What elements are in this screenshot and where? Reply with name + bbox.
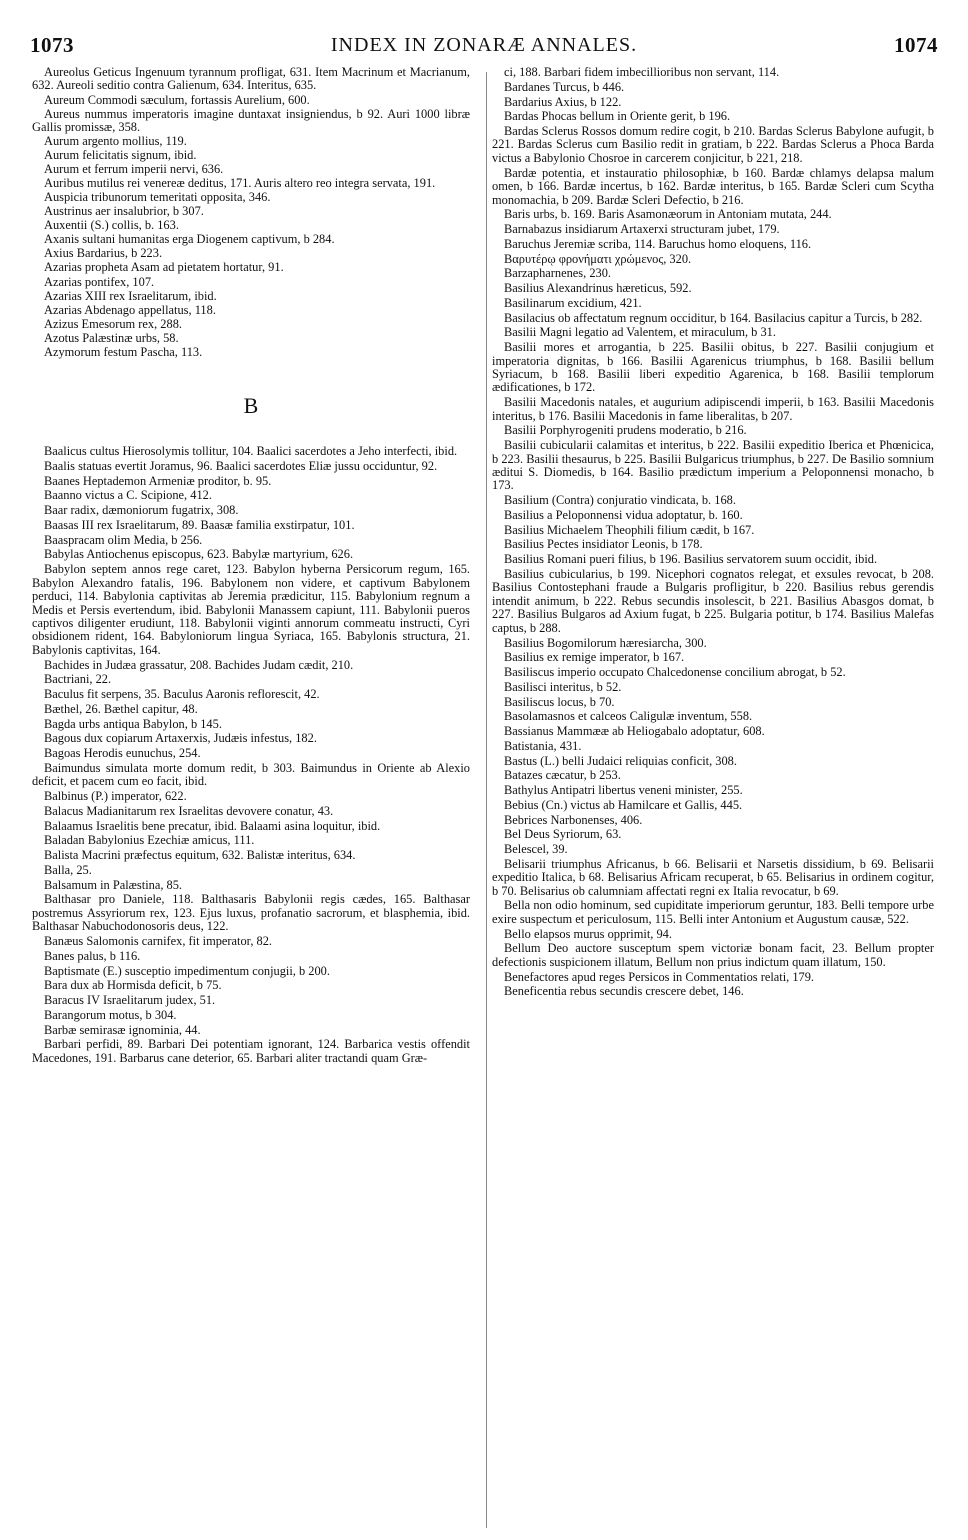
section-letter-b: B: [243, 393, 259, 419]
index-entry: Azymorum festum Pascha, 113.: [44, 344, 203, 359]
index-entry: Bastus (L.) belli Judaici reliquias conficit, 308.: [504, 753, 737, 768]
right-entries-section: [492, 66, 934, 999]
index-entry: Basiliscus imperio occupato Chalcedonense concilium abrogat, b 52.: [504, 665, 846, 680]
index-entry: Austrinus aer insalubrior, b 307.: [44, 204, 204, 219]
index-entry: Benefactores apud reges Persicos in Commentatios relati, 179.: [504, 969, 815, 984]
index-entry: Bagda urbs antiqua Babylon, b 145.: [44, 716, 222, 731]
index-entry: Bassianus Mammææ ab Heliogabalo adoptatur, 608.: [504, 724, 765, 739]
index-entry: Beneficentia rebus secundis crescere debet, 146.: [504, 984, 744, 999]
index-entry: Basilius cubicularius, b 199. Nicephori cognatos relegat, et exsules revocat, b 208. Basilius Contostephani fraude a Bulgaris profligitur, b 220. Basilius rebus gerendis intendit animum, b 222. Rebus secundis insolescit, b 221. Basilius Abasgos domat, b 227. Basilius Bulgaros ad Axium fugat, b 225. Bulgaria potitur, b 174. Basilius Malefas captus, b 288.: [492, 566, 934, 635]
index-entry: Axanis sultani humanitas erga Diogenem captivum, b 284.: [44, 232, 335, 247]
index-entry: Basilii Magni legatio ad Valentem, et miraculum, b 31.: [504, 325, 776, 340]
index-entry: Balaamus Israelitis bene precatur, ibid. Balaami asina loquitur, ibid.: [44, 818, 381, 833]
column-divider: [486, 72, 487, 1528]
index-entry: Bachides in Judæa grassatur, 208. Bachides Judam cædit, 210.: [44, 657, 354, 672]
entries-b-section: [32, 445, 470, 1065]
index-entry: Babylon septem annos rege caret, 123. Babylon hyberna Persicorum regum, 165. Babylon Alexandro fatalis, 196. Babylonem non videre, et captivum Babylonem perduci, 114. Babylonia captivitas ab Jeremia prædicitur, 115. Babylonium regnum a Medis et Persis evertendum, ibid. Babylonii Manassem capiunt, 111. Babylonii pueros captivos diligenter erudiunt, 118. Babylonii viginti annorum commeatu instructi, Cyri obsidionem rident, 164. Babyloniorum lingua Syriaca, 165. Babylonis structura, 21. Babylonis captivitas, 164.: [32, 562, 470, 657]
running-header: [30, 30, 938, 60]
index-entry: Aurum et ferrum imperii nervi, 636.: [44, 162, 224, 177]
index-entry: Auxentii (S.) collis, b. 163.: [44, 218, 179, 233]
index-entry: Baaspracam olim Media, b 256.: [44, 532, 203, 547]
index-entry: Basilius Michaelem Theophili filium cædit, b 167.: [504, 522, 755, 537]
index-entry: Bel Deus Syriorum, 63.: [504, 827, 622, 842]
index-entry: Basilii Macedonis natales, et augurium adipiscendi imperii, b 163. Basilii Macedonis interitus, b 176. Basilii Macedonis in fame liberalitas, b 207.: [492, 395, 934, 423]
index-entry: Aureum Commodi sæculum, fortassis Aurelium, 600.: [44, 92, 310, 107]
index-entry: Baimundus simulata morte domum redit, b 303. Baimundus in Oriente ab Alexio deficit, et pacem cum eo facit, ibid.: [32, 760, 470, 789]
index-entry: Bagoas Herodis eunuchus, 254.: [44, 746, 201, 761]
index-entry: Bardarius Axius, b 122.: [504, 94, 622, 109]
index-entry: Baruchus Jeremiæ scriba, 114. Baruchus homo eloquens, 116.: [504, 236, 812, 251]
index-entry: Basilii Porphyrogeniti prudens moderatio, b 216.: [504, 423, 747, 438]
index-entry: Basiliscus locus, b 70.: [504, 694, 615, 709]
index-entry: Baasas III rex Israelitarum, 89. Baasæ familia exstirpatur, 101.: [44, 517, 355, 532]
index-entry: Bathylus Antipatri libertus veneni minister, 255.: [504, 783, 743, 798]
index-entry: Batistania, 431.: [504, 738, 582, 753]
index-entry: Baalis statuas evertit Joramus, 96. Baalici sacerdotes Eliæ jussu occiduntur, 92.: [44, 458, 438, 473]
index-entry: Aureolus Geticus Ingenuum tyrannum profligat, 631. Item Macrinum et Macrianum, 632. Aureoli seditio contra Galienum, 634. Interitus, 635.: [32, 65, 470, 93]
index-entry: Aurum felicitatis signum, ibid.: [44, 148, 197, 163]
index-entry: Baris urbs, b. 169. Baris Asamonæorum in Antoniam mutata, 244.: [504, 207, 832, 222]
index-entry: Barangorum motus, b 304.: [44, 1007, 177, 1022]
index-entry: Bebrices Narbonenses, 406.: [504, 812, 643, 827]
index-entry: Baanes Heptademon Armeniæ proditor, b. 95.: [44, 473, 272, 488]
index-entry: Baanno victus a C. Scipione, 412.: [44, 488, 212, 503]
index-entry: Basilius Romani pueri filius, b 196. Basilius servatorem suum occidit, ibid.: [504, 552, 878, 567]
index-entry: Barzapharnenes, 230.: [504, 266, 611, 281]
index-entry: Bello elapsos murus opprimit, 94.: [504, 926, 672, 941]
index-entry: Bardas Phocas bellum in Oriente gerit, b 196.: [504, 109, 731, 124]
left-page-number: 1073: [30, 32, 74, 57]
index-entry: Bagous dux copiarum Artaxerxis, Judæis infestus, 182.: [44, 731, 317, 746]
index-entry: Azarias Abdenago appellatus, 118.: [44, 302, 216, 317]
index-entry: Batazes cæcatur, b 253.: [504, 768, 621, 783]
index-entry: Baracus IV Israelitarum judex, 51.: [44, 993, 216, 1008]
index-entry: Auribus mutilus rei venereæ deditus, 171. Auris altero reo integra servata, 191.: [44, 176, 436, 191]
index-entry: Bella non odio hominum, sed cupiditate imperiorum geruntur, 183. Belli tempore urbe exire suspectum et periculosum, 115. Belli inter Antonium et Augustum causæ, 522.: [492, 898, 934, 926]
index-entry: Banes palus, b 116.: [44, 948, 141, 963]
index-entry: ci, 188. Barbari fidem imbecillioribus non servant, 114.: [504, 65, 780, 79]
index-entry: Bactriani, 22.: [44, 672, 112, 687]
index-entry: Babylas Antiochenus episcopus, 623. Babylæ martyrium, 626.: [44, 547, 354, 562]
right-column: [492, 66, 934, 1000]
index-entry: Baar radix, dæmoniorum fugatrix, 308.: [44, 503, 239, 518]
index-entry: Baculus fit serpens, 35. Baculus Aaronis reflorescit, 42.: [44, 687, 320, 702]
index-entry: Balacus Madianitarum rex Israelitas devovere conatur, 43.: [44, 803, 334, 818]
index-entry: Balla, 25.: [44, 862, 92, 877]
index-entry: Bellum Deo auctore susceptum spem victoriæ bonam facit, 23. Bellum propter defectionis suspicionem illatum, Bellum non prius indictum quam illatum, 150.: [492, 941, 934, 969]
index-entry: Bardas Sclerus Rossos domum redire cogit, b 210. Bardas Sclerus Babylone aufugit, b 221. Bardas Sclerus cum Basilio redit in gratiam, b 222. Bardas Sclerus a Phoca Barda victus a Babylonio Chosroe in carcerem conjicitur, b 221, 218.: [492, 124, 934, 165]
entries-a-section: [32, 66, 470, 359]
index-entry: Baptismate (E.) susceptio impedimentum conjugii, b 200.: [44, 963, 330, 978]
index-entry: Azotus Palæstinæ urbs, 58.: [44, 330, 179, 345]
index-entry: Basilisci interitus, b 52.: [504, 679, 622, 694]
index-entry: Barbæ semirasæ ignominia, 44.: [44, 1022, 201, 1037]
index-entry: Basilinarum excidium, 421.: [504, 295, 642, 310]
index-entry: Barbari perfidi, 89. Barbari Dei potentiam ignorant, 124. Barbarica vestis offendit Macedones, 191. Barbarus cane deterior, 65. Barbari aliter tractandi quam Græ-: [32, 1037, 470, 1065]
index-entry: Basilii mores et arrogantia, b 225. Basilii obitus, b 227. Basilii conjugium et imperatoria dignitas, b 166. Basilii Agarenicus triumphus, b 168. Basilii bellum Syriacum, b 168. Basilii liberi expeditio Agarenica, b 168. Basilii templorum ædificationes, b 172.: [492, 340, 934, 395]
index-entry: Azarias XIII rex Israelitarum, ibid.: [44, 288, 217, 303]
index-entry: Balthasar pro Daniele, 118. Balthasaris Babylonii regis cædes, 165. Balthasar postremus Assyriorum rex, 123. Ejus luxus, profanatio sacrorum, et blasphemia, ibid. Balthasar Nabuchodonosoris deus, 122.: [32, 892, 470, 934]
index-entry: Belescel, 39.: [504, 842, 568, 857]
left-column: [32, 66, 470, 1066]
index-entry: Basilius Bogomilorum hæresiarcha, 300.: [504, 635, 707, 650]
index-entry: Basilium (Contra) conjuratio vindicata, b. 168.: [504, 493, 736, 508]
index-entry: Βαρυτέρῳ φρονήματι χρώμενος, 320.: [504, 251, 692, 266]
index-entry: Balbinus (P.) imperator, 622.: [44, 789, 187, 804]
index-entry: Basilius ex remige imperator, b 167.: [504, 650, 685, 665]
index-entry: Bardæ potentia, et instauratio philosophiæ, b 160. Bardæ chlamys delapsa malum omen, b 166. Bardæ incertus, b 162. Bardæ interitus, b 165. Bardæ Scleri cum Scytha monomachia, b 209. Bardæ Scleri Defectio, b 216.: [492, 165, 934, 207]
index-entry: Aureus nummus imperatoris imagine duntaxat insigniendus, b 92. Auri 1000 libræ Gallis promissæ, 358.: [32, 106, 470, 134]
index-entry: Basilacius ob affectatum regnum occiditur, b 164. Basilacius capitur a Turcis, b 282.: [504, 310, 923, 325]
index-entry: Axius Bardarius, b 223.: [44, 246, 163, 261]
index-entry: Barnabazus insidiarum Artaxerxi structuram jubet, 179.: [504, 222, 780, 237]
index-entry: Auspicia tribunorum temeritati opposita, 346.: [44, 190, 271, 205]
index-entry: Baalicus cultus Hierosolymis tollitur, 104. Baalici sacerdotes a Jeho interfecti, ibid.: [44, 444, 458, 459]
index-entry: Azizus Emesorum rex, 288.: [44, 316, 182, 331]
index-entry: Azarias pontifex, 107.: [44, 274, 155, 289]
right-page-number: 1074: [894, 32, 938, 57]
index-entry: Aurum argento mollius, 119.: [44, 134, 187, 149]
index-entry: Banæus Salomonis carnifex, fit imperator, 82.: [44, 934, 272, 949]
index-entry: Balsamum in Palæstina, 85.: [44, 877, 183, 892]
index-entry: Bara dux ab Hormisda deficit, b 75.: [44, 978, 222, 993]
index-entry: Bæthel, 26. Bæthel capitur, 48.: [44, 701, 198, 716]
index-entry: Baladan Babylonius Ezechiæ amicus, 111.: [44, 833, 255, 848]
index-entry: Balista Macrini præfectus equitum, 632. Balistæ interitus, 634.: [44, 848, 356, 863]
index-entry: Basilii cubicularii calamitas et interitus, b 222. Basilii expeditio Iberica et Phœnicica, b 223. Basilii thesaurus, b 225. Basilii Bulgaricus triumphus, b 227. De Basilio somnium æditui S. Diomedis, b 164. Basilio prædictum imperium a Peloponnensi monacho, b 173.: [492, 438, 934, 493]
index-entry: Basolamasnos et calceos Caligulæ inventum, 558.: [504, 709, 753, 724]
running-title: INDEX IN ZONARÆ ANNALES.: [330, 33, 638, 56]
index-entry: Bebius (Cn.) victus ab Hamilcare et Gallis, 445.: [504, 797, 743, 812]
index-entry: Belisarii triumphus Africanus, b 66. Belisarii et Narsetis dissidium, b 69. Belisarii expeditio Italica, b 68. Belisarius Africam recuperat, b 65. Belisarius in ordinem cogitur, b 70. Belisarius ob calumniam affectati regni ex Italia revocatur, b 69.: [492, 856, 934, 898]
index-entry: Azarias propheta Asam ad pietatem hortatur, 91.: [44, 260, 284, 275]
index-entry: Bardanes Turcus, b 446.: [504, 79, 625, 94]
index-entry: Basilius Pectes insidiator Leonis, b 178.: [504, 537, 703, 552]
index-entry: Basilius Alexandrinus hæreticus, 592.: [504, 281, 692, 296]
index-entry: Basilius a Peloponnensi vidua adoptatur, b. 160.: [504, 507, 743, 522]
